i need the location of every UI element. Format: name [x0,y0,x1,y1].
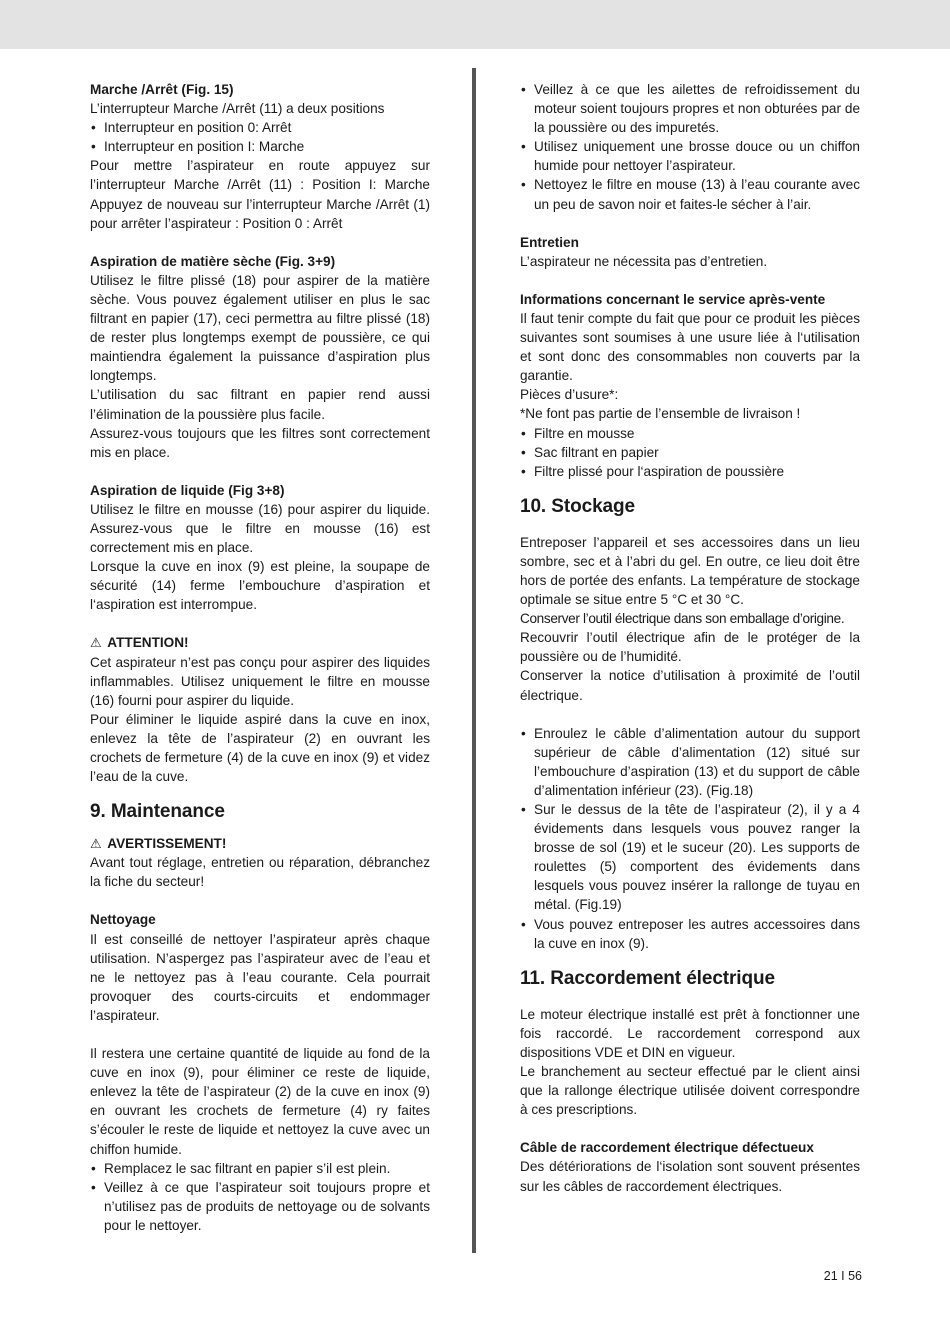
list-item: • Sac filtrant en papier [520,443,860,462]
list-item: • Interrupteur en position I: Marche [90,137,430,156]
paragraph: Pour mettre l’aspirateur en route appuyez sur l’interrupteur Marche /Arrêt (11) : Position I: Marche Appuyez de nouveau sur l’interrupteur Marche /Arrêt (1) pour arrêter l’aspirateur : Position 0 : Arrêt [90,158,430,231]
list-item: • Sur le dessus de la tête de l’aspirateur (2), il y a 4 évidements dans lesquels vous pouvez ranger la brosse de sol (19) et le suceur (20). Les supports de roulettes (5) comportent des évidements dans lesquels vous pouvez insérer la rallonge de tuyau en métal. (Fig.19) [520,800,860,915]
list-item: • Filtre en mousse [520,424,860,443]
bullet-list [520,724,860,953]
list-item: • Remplacez le sac filtrant en papier s’il est plein. [90,1159,430,1178]
list-item: • Enroulez le câble d’alimentation autour du support supérieur de câble d’alimentation (12) situé sur l’embouchure d’aspiration (13) et du support de câble d’alimentation inférieur (23). (Fig.18) [520,724,860,800]
heading-maintenance: 9. Maintenance [90,801,225,823]
paragraph: Avant tout réglage, entretien ou réparation, débranchez la fiche du secteur! [90,855,430,890]
right-column [520,80,860,1196]
paragraph: Conserver la notice d’utilisation à proximité de l’outil électrique. [520,668,860,703]
paragraph: Le branchement au secteur effectué par le client ainsi que la rallonge électrique utilisée doivent correspondre à ces prescriptions. [520,1064,860,1118]
list-item: • Utilisez uniquement une brosse douce ou un chiffon humide pour nettoyer l’aspirateur. [520,137,860,175]
left-column [90,80,430,1235]
list-item: • Vous pouvez entreposer les autres accessoires dans la cuve en inox (9). [520,915,860,953]
paragraph: Il est conseillé de nettoyer l’aspirateur après chaque utilisation. N’aspergez pas l’aspirateur avec de l’eau et ne le nettoyez pas à l’eau courante. Cela pourrait provoquer des courts-circuits et endommager l’aspirateur. [90,931,430,1023]
column-divider [472,68,476,1253]
paragraph: Pièces d’usure*: [520,387,619,403]
paragraph: Utilisez le filtre en mousse (16) pour aspirer du liquide. Assurez-vous que le filtre en mousse (16) est correctement mis en place. [90,501,430,556]
paragraph: L’interrupteur Marche /Arrêt (11) a deux positions [90,101,385,117]
attention-heading: ⚠ ATTENTION! [90,633,430,652]
list-item: • Veillez à ce que l’aspirateur soit toujours propre et n’utilisez pas de produits de nettoyage ou de solvants pour le nettoyer. [90,1178,430,1235]
heading-raccordement: 11. Raccordement électrique [520,967,775,989]
paragraph: Cet aspirateur n’est pas conçu pour aspirer des liquides inflammables. Utilisez uniquement le filtre en mousse (16) fourni pour aspirer du liquide. [90,654,430,708]
section-title-dry: Aspiration de matière sèche (Fig. 3+9) [90,253,336,269]
list-item: • Nettoyez le filtre en mouse (13) à l’eau courante avec un peu de savon noir et faites-le sécher à l’air. [520,175,860,213]
page-number: 21 I 56 [823,1269,862,1283]
heading-stockage: 10. Stockage [520,495,635,517]
avertissement-heading: ⚠ AVERTISSEMENT! [90,834,430,853]
section-title-entretien: Entretien [520,234,579,250]
paragraph: Utilisez le filtre plissé (18) pour aspirer de la matière sèche. Vous pouvez également utiliser en plus le sac filtrant en papier (17), ceci permettra au filtre plissé (18) de rester plus longtemps exempt de poussière, ce qui maintiendra également la puissance d’aspiration plus longtemps. [90,272,430,384]
section-title-cleaning: Nettoyage [90,912,156,928]
section-title-service: Informations concernant le service après-vente [520,291,826,307]
paragraph: Entreposer l’appareil et ses accessoires dans un lieu sombre, sec et à l’abri du gel. En outre, ce lieu doit être hors de portée des enfants. La température de stockage optimale se situe entre 5 °C et 30 °C. [520,534,860,608]
paragraph: Lorsque la cuve en inox (9) est pleine, la soupape de sécurité (14) ferme l’embouchure d’aspiration et l‘aspiration est interrompue. [90,559,430,613]
paragraph: Conserver l’outil électrique dans son emballage d’origine. [520,611,845,627]
bullet-list [520,80,860,214]
header-bar [0,0,950,49]
section-title-onoff: Marche /Arrêt (Fig. 15) [90,82,234,97]
section-title-cable: Câble de raccordement électrique défectueux [520,1140,814,1156]
paragraph: Recouvrir l’outil électrique afin de le protéger de la poussière ou de l’humidité. [520,630,860,665]
bullet-list [90,1159,430,1235]
paragraph: Le moteur électrique installé est prêt à fonctionner une fois raccordé. Le raccordement correspond aux dispositions VDE et DIN en vigueur. [520,1006,860,1060]
list-item: • Filtre plissé pour l‘aspiration de poussière [520,462,860,481]
paragraph: Des détériorations de l‘isolation sont souvent présentes sur les câbles de raccordement électriques. [520,1159,860,1194]
warning-triangle-icon: ⚠ [90,635,102,651]
paragraph: Pour éliminer le liquide aspiré dans la cuve en inox, enlevez la tête de l’aspirateur (2) en ouvrant les crochets de fermeture (4) de la cuve en inox (9) et videz l’eau de la cuve. [90,711,430,785]
paragraph: L’aspirateur ne nécessita pas d’entretien. [520,253,768,269]
paragraph: L’utilisation du sac filtrant en papier rend aussi l’élimination de la poussière plus facile. [90,387,430,422]
paragraph: Il faut tenir compte du fait que pour ce produit les pièces suivantes sont soumises à une usure liée à l‘utilisation et sont donc des consommables non couverts par la garantie. [520,310,860,384]
bullet-list [90,118,430,156]
paragraph: *Ne font pas partie de l’ensemble de livraison ! [520,406,801,422]
paragraph: Il restera une certaine quantité de liquide au fond de la cuve en inox (9), pour éliminer ce reste de liquide, enlevez la tête de l’aspirateur (2) de la cuve en inox (9) en ouvrant les crochets de fermeture (4) ry faites s’écouler le reste de liquide et nettoyez la cuve avec un chiffon humide. [90,1046,430,1157]
bullet-list [520,424,860,481]
section-title-liquid: Aspiration de liquide (Fig 3+8) [90,482,285,498]
warning-triangle-icon: ⚠ [90,836,102,852]
paragraph: Assurez-vous toujours que les filtres sont correctement mis en place. [90,425,430,460]
list-item: • Veillez à ce que les ailettes de refroidissement du moteur soient toujours propres et non obturées par de la poussière ou des impuretés. [520,80,860,137]
list-item: • Interrupteur en position 0: Arrêt [90,118,430,137]
